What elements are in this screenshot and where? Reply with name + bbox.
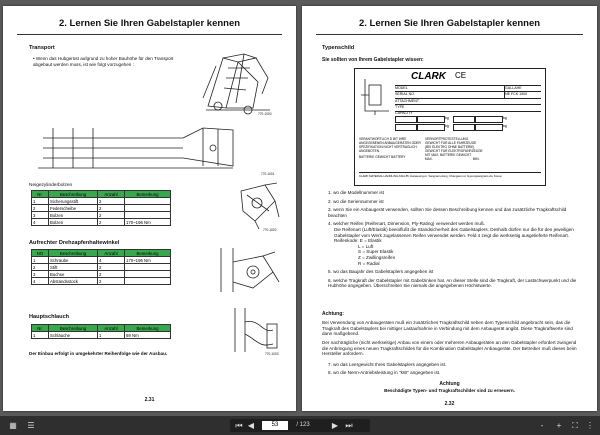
page-left [3,6,296,411]
achtung-p2: Der nachträgliche (nicht werkseitige) Anbau von einem oder mehreren Anbaugeräten an den Gabelstapler erfordert zwingend die Anbringung eines neuen Tragkraftschildes für die Kombination Gabelstapler Anbaugeräte. Der Betreiber muß dieses beim Hersteller anfordern. [322,340,577,357]
plate-label-serial: SERIAL NO. [395,92,416,97]
bolt-figure [235,181,281,233]
achtung2-heading: Achtung [439,381,460,387]
plate-battery: BATTERIE GEWICHT BATTERY [359,155,406,159]
table-row: 2 Stift 2 [32,264,171,271]
table-row: 3 Bolzen 2 [32,212,171,219]
plate-lower-left: VERANTWORTLICH D BIT IHRE ANGEGEBENEN ANBAUGERÄTEN ODER SPEZIFIKATION NICHT VERTRAGLICH ANGEBOTEN [359,137,421,153]
menu-icon[interactable]: ⋮ [586,421,594,430]
einbau-text: Der Einbau erfolgt in umgekehrter Reihenfolge wie der Ausbau. [29,351,168,356]
ce-mark: CE [455,71,467,80]
plate-right-2: NE FCK 1500 [504,92,541,97]
table-row: 1 Schläuche 1 69 Nm [32,332,171,339]
zoom-out-button[interactable]: - [540,421,544,430]
plate-footer: CLARK MATERIAL HANDLING ASIA 85, Hwaseong-ro, Sangnam-dong, Changwon-si, Gyeongsangnam-do, Korea [359,172,541,178]
page-total: / 123 [296,422,310,428]
type-plate: CLARK CE MODEL GALLAHE SERIAL NO. NE FCK 1500 ATTACHMENT TYPE CAPACITY kg kg kg kg VERANTWORTLICH D BIT IHRE ANGEGEBENEN ANBAUGERÄTEN ODER SPEZIFIKATION NICHT VERTRAGLICH ANGEBOTEN BATTERIE GEWICHT BATTERY VERNORTPROTESTELLUNG GEWICHT FUR ALLE FAHRZEUGE (BEI ELEKTRO OHNE BATTERIE) GEWICHT FUR ELEKTROFAHRZEUGE MIT MAX. BATTERIE GEWICHT MAX. MIN. CLARK MATERIAL HANDLING ASIA 85, Hwaseong-ro, Sangnam-dong, Changwon-si, Gyeongsangnam-do, Korea [354,68,546,186]
title-rule [316,34,583,35]
next-page-icon[interactable]: ▶ [331,421,339,430]
first-page-icon[interactable]: ⏮ [235,421,243,430]
plate-brand: CLARK [411,71,446,82]
list-item: 5. wo das Baujahr des Gabelstaplers angegeben ist [328,269,434,275]
table-row: 3 Buchse 2 [32,271,171,278]
th-no: NO [32,250,49,257]
plate-right-1: GALLAHE [504,86,541,91]
list-item: L = Luft [358,243,374,249]
achtung-p1: Bei Verwendung von Anbaugeräten muß ein zusätzliches Tragkraftschild neben dem Typenschild angebracht sein, das die Tragkraft des Gabelstaplers bei mittiger Lastaufnahme in Verbindung mit dem Anbaugerät angibt. Diese Tragkraftwerte sind dann maßgebend. [322,320,573,337]
plate-lower-right: VERNORTPROTESTELLUNG GEWICHT FUR ALLE FAHRZEUGE (BEI ELEKTRO OHNE BATTERIE) GEWICHT FUR ELEKTROFAHRZEUGE MIT MAX. BATTERIE GEWICHT MAX. MIN. [425,137,483,161]
table-neigezylinder [31,190,171,226]
items-list [328,190,578,289]
fig-code-1: 770-1000 [258,112,272,116]
fig-code-3: 770-1002 [263,228,277,232]
achtung-heading: Achtung: [322,311,344,317]
page-navigator [230,419,370,432]
th-nr: Nr. [32,325,49,332]
forks-figure [33,118,253,176]
th-anzahl: Anzahl [98,250,125,257]
list-item: S = Super Elastik [358,249,394,255]
table-hauptschlauch [31,324,171,339]
zoom-in-icon[interactable]: + [556,421,562,430]
th-nr: Nr. [32,191,49,198]
th-anzahl: Anzahl [98,325,125,332]
list-item: R = Radial [358,260,380,266]
list-item: Z = Zwillingsreifen [358,254,396,260]
table-row: 1 Sicherungsstift 2 [32,198,171,205]
th-bemerkung: Bemerkung [125,250,171,257]
page-number: 2.31 [144,397,155,403]
table-row: 1 Schraube 4 170~196 Nm [32,257,171,264]
list-item: 1. wo die Modellnummer ist [328,190,384,195]
th-beschreibung: Beschreibung [49,250,98,257]
th-bemerkung: Bemerkung [125,325,171,332]
list-item: Die Reifenart (Luft/Elastik) beeinflußt die Standsicherheit des Gabelstaplers. Deshalb dürfen nur die für den jeweiligen Gabelstapler vom Werk zugelassenen Reifen verwendet werden. Feld 4 zeigt die werkseitig ausgelieferte Reifenart. [334,226,574,238]
th-bemerkung: Bemerkung [125,191,171,198]
dreh-heading: Aufrechter Drehzapfenhaltewinkel [29,240,120,246]
page-title: 2. Lernen Sie Ihren Gabelstapler kennen [58,18,241,29]
list-item: 2. wo die Seriennummer ist [328,198,384,204]
mast-figure [198,48,276,116]
table-row: 4 Abstandsstock 2 [32,278,171,285]
list-item: 3. wenn Sie ein Anbaugerät verwenden, sollten Sie dessen Beschreibung kennen und das zusätzliche Tragkraftschild beachten [328,207,567,218]
page-number-input[interactable]: 53 [262,421,288,430]
fig-code-2: 770-1001 [261,172,275,176]
item-7: 7. wo das Leergewicht Ihres Gabelstaplers angegeben ist. [328,362,447,367]
plate-label-type: TYPE [395,105,405,110]
thumbnails-icon[interactable]: ▦ [9,421,17,430]
page-right [302,6,597,411]
prev-page-icon[interactable]: ◀ [247,421,255,430]
page-title: 2. Lernen Sie Ihren Gabelstapler kennen [358,18,541,29]
list-item: 4. welcher Reifen (Reifenart, Dimension, Ply-Rating) verwendet werden muß. [328,221,486,227]
sub-heading: Sie sollten von Ihrem Gabelstapler wissen: [322,57,424,63]
page-number: 2.32 [444,401,455,407]
list-item: 6. welche Tragkraft der Gabelstapler mit Gabelzinken hat. An dieser Stelle sind die Tragkraft, der Lastschwerpunkt und die Hubhöhe angegeben. Überschreiten Sie niemals die angegebenen Höchstwerte. [328,277,577,289]
table-drehzapfen [31,249,171,285]
th-beschreibung: Beschreibung [49,191,98,198]
item-8: 8. wo die Nenn-Antriebsleistung in "kW" angegeben ist. [328,370,441,375]
viewer-toolbar [0,416,600,435]
typen-heading: Typenschild [322,45,355,51]
haupt-heading: Hauptschlauch [29,314,70,320]
plate-label-model: MODEL [395,86,408,90]
hose-figure [229,304,281,356]
neig-heading: Neigezylinderbolzen [29,183,73,188]
transport-heading: Transport [29,45,55,51]
bookmark-icon[interactable]: ☰ [27,421,35,430]
table-row: 4 Bolzen 2 170~196 Nm [32,219,171,226]
plate-label-attachment: ATTACHMENT [395,98,420,103]
th-anzahl: Anzahl [98,191,125,198]
table-row: 2 Federscheibe 2 [32,205,171,212]
last-page-icon[interactable]: ⏭ [345,421,353,430]
plate-label-capacity: CAPACITY [395,111,413,115]
title-rule [17,34,282,35]
transport-text: • Wenn das Hubgerüst aufgrund zu hoher Bauhöhe für den Transport abgebaut werden muss, ist wie folgt vorzugehen : [33,56,174,67]
pivot-figure [213,242,281,300]
achtung2-text: Beschädigte Typen- und Tragkraftschilder sind zu erneuern. [384,388,515,393]
fullscreen-icon[interactable]: ⛶ [572,421,578,430]
fig-code-4: 770-1003 [265,352,279,356]
th-beschreibung: Beschreibung [49,325,98,332]
list-item: Reifenkode: E = Elastik [334,238,382,244]
capacity-diagram-icon [359,75,393,115]
